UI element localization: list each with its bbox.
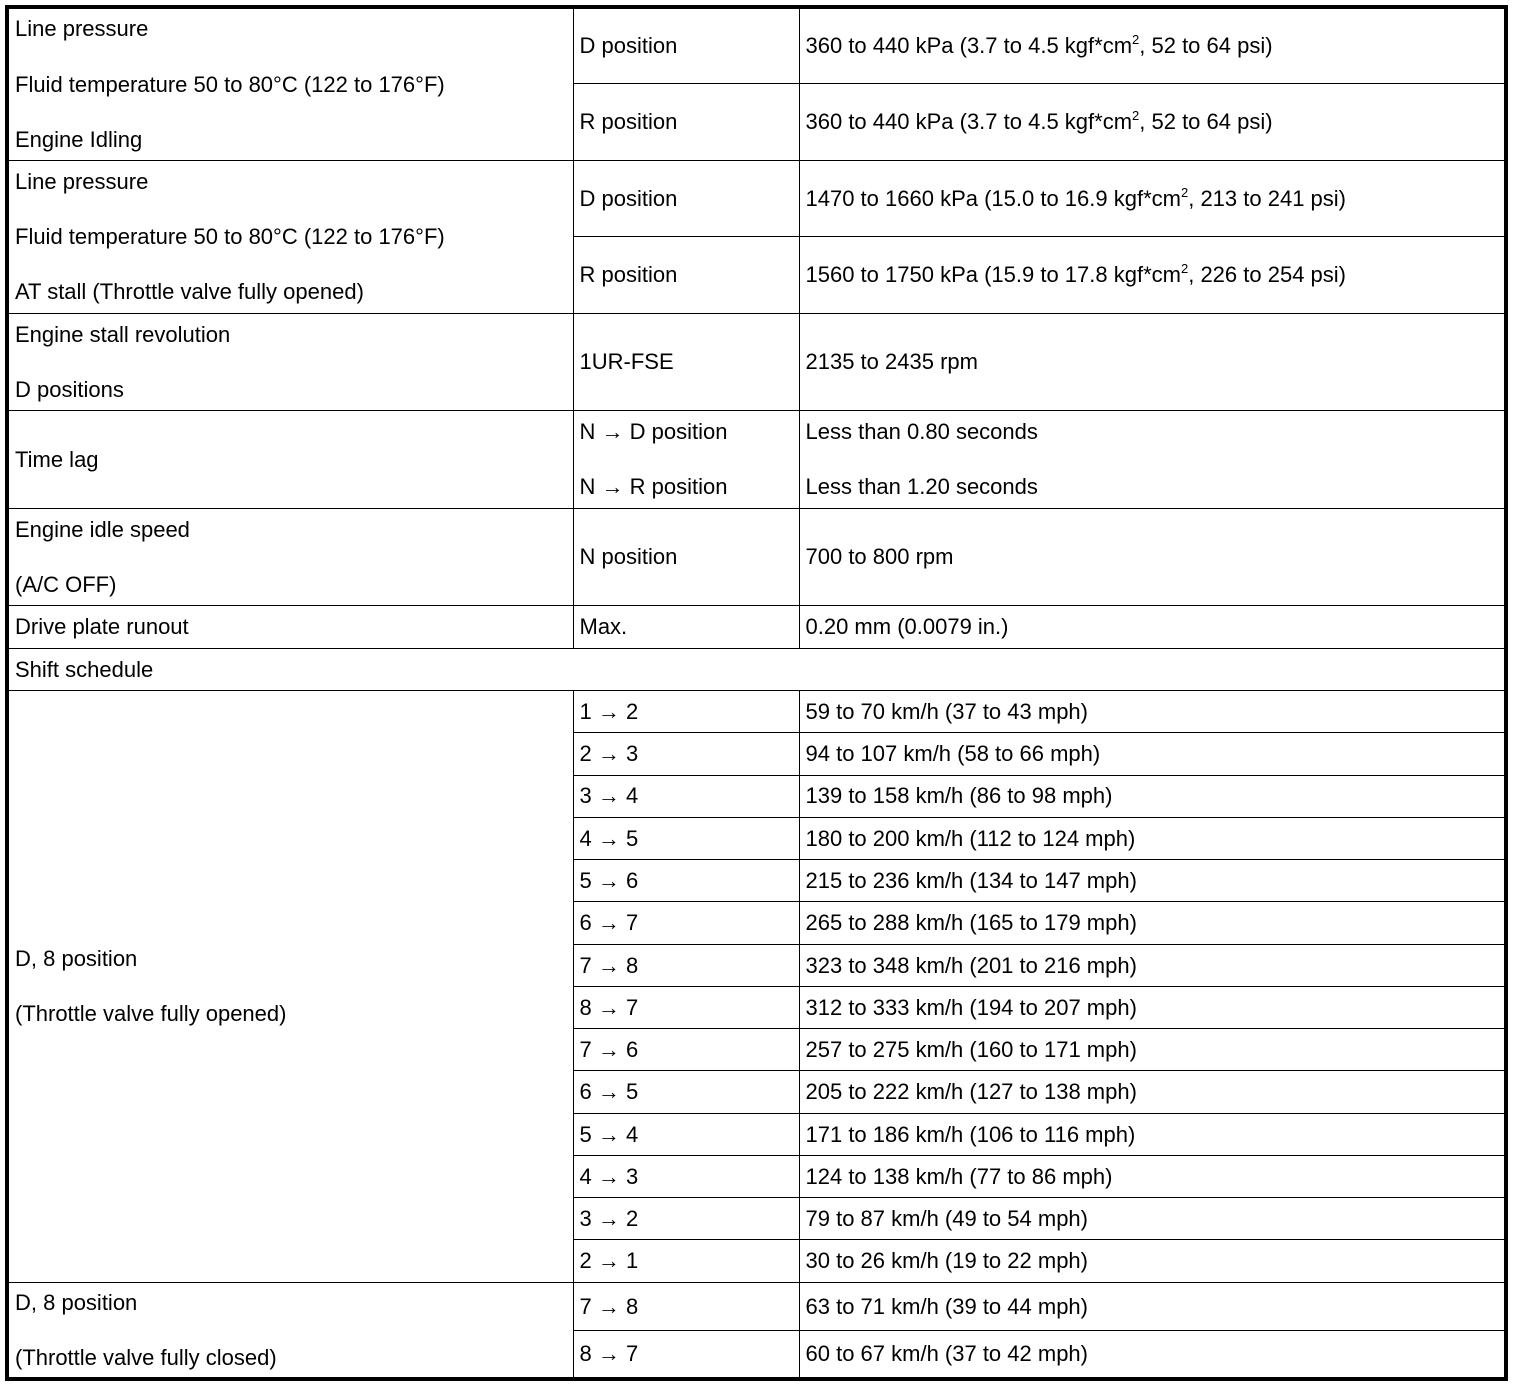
- speed-value-cell: 323 to 348 km/h (201 to 216 mph): [799, 944, 1506, 986]
- condition-line: N → R position: [579, 474, 728, 500]
- speed-value-cell: 180 to 200 km/h (112 to 124 mph): [799, 817, 1506, 859]
- value-cell: 1470 to 1660 kPa (15.0 to 16.9 $kgf*cm^2$, 213 to 241 psi): [799, 160, 1506, 237]
- label-line: AT stall (Throttle valve fully opened): [15, 279, 364, 305]
- shift-cell: 5 → 4: [573, 1113, 799, 1155]
- value-cell: 2135 to 2435 rpm: [799, 313, 1506, 411]
- value-cell: 1560 to 1750 kPa (15.9 to 17.8 $kgf*cm^2$, 226 to 254 psi): [799, 237, 1506, 314]
- table-row: [7, 606, 1506, 648]
- label-line: Line pressure: [15, 168, 149, 194]
- value-cell: 0.20 mm (0.0079 in.): [799, 606, 1506, 648]
- shift-cell: 3 → 4: [573, 775, 799, 817]
- shift-group-label: [7, 690, 573, 1282]
- label-line: D, 8 position: [15, 1289, 138, 1315]
- speed-value-cell: 257 to 275 km/h (160 to 171 mph): [799, 1029, 1506, 1071]
- speed-value-cell: 94 to 107 km/h (58 to 66 mph): [799, 733, 1506, 775]
- speed-value-cell: 79 to 87 km/h (49 to 54 mph): [799, 1198, 1506, 1240]
- condition-cell: [573, 411, 799, 509]
- shift-cell: 7 → 8: [573, 1282, 799, 1330]
- line-pressure-stall-label: [7, 160, 573, 313]
- label-line: Engine idle speed: [15, 516, 190, 542]
- label-line: D positions: [15, 376, 124, 402]
- condition-cell: Max.: [573, 606, 799, 648]
- shift-cell: 5 → 6: [573, 860, 799, 902]
- shift-cell: 8 → 7: [573, 1331, 799, 1379]
- table-row: [7, 313, 1506, 411]
- table-row: [7, 508, 1506, 606]
- shift-cell: 7 → 6: [573, 1029, 799, 1071]
- label-line: Engine Idling: [15, 126, 143, 152]
- idle-speed-label: [7, 508, 573, 606]
- condition-cell: 1UR-FSE: [573, 313, 799, 411]
- table-row: [7, 1282, 1506, 1330]
- value-line: Less than 1.20 seconds: [805, 474, 1038, 500]
- speed-value-cell: 63 to 71 km/h (39 to 44 mph): [799, 1282, 1506, 1330]
- shift-cell: 4 → 3: [573, 1155, 799, 1197]
- shift-cell: 4 → 5: [573, 817, 799, 859]
- label-line: Fluid temperature 50 to 80°C (122 to 176°F): [15, 71, 445, 97]
- shift-cell: 3 → 2: [573, 1198, 799, 1240]
- label-line: (Throttle valve fully opened): [15, 1001, 287, 1027]
- table-row: [7, 648, 1506, 690]
- speed-value-cell: 215 to 236 km/h (134 to 147 mph): [799, 860, 1506, 902]
- shift-cell: 8 → 7: [573, 986, 799, 1028]
- line-pressure-idle-label: [7, 7, 573, 160]
- condition-cell: D position: [573, 7, 799, 84]
- table-row: [7, 690, 1506, 732]
- speed-value-cell: 171 to 186 km/h (106 to 116 mph): [799, 1113, 1506, 1155]
- value-cell: 360 to 440 kPa (3.7 to 4.5 $kgf*cm^2$, 52 to 64 psi): [799, 84, 1506, 161]
- speed-value-cell: 124 to 138 km/h (77 to 86 mph): [799, 1155, 1506, 1197]
- label-line: D, 8 position: [15, 946, 138, 972]
- speed-value-cell: 205 to 222 km/h (127 to 138 mph): [799, 1071, 1506, 1113]
- label-line: (A/C OFF): [15, 572, 117, 598]
- table-row: [7, 7, 1506, 84]
- speed-value-cell: 30 to 26 km/h (19 to 22 mph): [799, 1240, 1506, 1282]
- speed-value-cell: 139 to 158 km/h (86 to 98 mph): [799, 775, 1506, 817]
- shift-cell: 6 → 5: [573, 1071, 799, 1113]
- shift-cell: 2 → 1: [573, 1240, 799, 1282]
- speed-value-cell: 60 to 67 km/h (37 to 42 mph): [799, 1331, 1506, 1379]
- speed-value-cell: 265 to 288 km/h (165 to 179 mph): [799, 902, 1506, 944]
- shift-schedule-heading: Shift schedule: [7, 648, 1506, 690]
- drive-plate-label: Drive plate runout: [7, 606, 573, 648]
- label-line: (Throttle valve fully closed): [15, 1344, 277, 1370]
- shift-cell: 6 → 7: [573, 902, 799, 944]
- condition-line: N → D position: [579, 419, 728, 445]
- stall-revolution-label: [7, 313, 573, 411]
- condition-cell: R position: [573, 84, 799, 161]
- value-cell: 360 to 440 kPa (3.7 to 4.5 $kgf*cm^2$, 52 to 64 psi): [799, 7, 1506, 84]
- condition-cell: D position: [573, 160, 799, 237]
- table-row: [7, 411, 1506, 509]
- label-line: Line pressure: [15, 16, 149, 42]
- speed-value-cell: 59 to 70 km/h (37 to 43 mph): [799, 690, 1506, 732]
- shift-group-label: [7, 1282, 573, 1379]
- time-lag-label: Time lag: [7, 411, 573, 509]
- specification-table: [5, 5, 1508, 1381]
- condition-cell: R position: [573, 237, 799, 314]
- table-row: [7, 160, 1506, 237]
- value-cell: [799, 411, 1506, 509]
- speed-value-cell: 312 to 333 km/h (194 to 207 mph): [799, 986, 1506, 1028]
- value-line: Less than 0.80 seconds: [805, 419, 1038, 445]
- label-line: Fluid temperature 50 to 80°C (122 to 176°F): [15, 223, 445, 249]
- value-cell: 700 to 800 rpm: [799, 508, 1506, 606]
- shift-cell: 2 → 3: [573, 733, 799, 775]
- label-line: Engine stall revolution: [15, 321, 231, 347]
- shift-cell: 1 → 2: [573, 690, 799, 732]
- condition-cell: N position: [573, 508, 799, 606]
- shift-cell: 7 → 8: [573, 944, 799, 986]
